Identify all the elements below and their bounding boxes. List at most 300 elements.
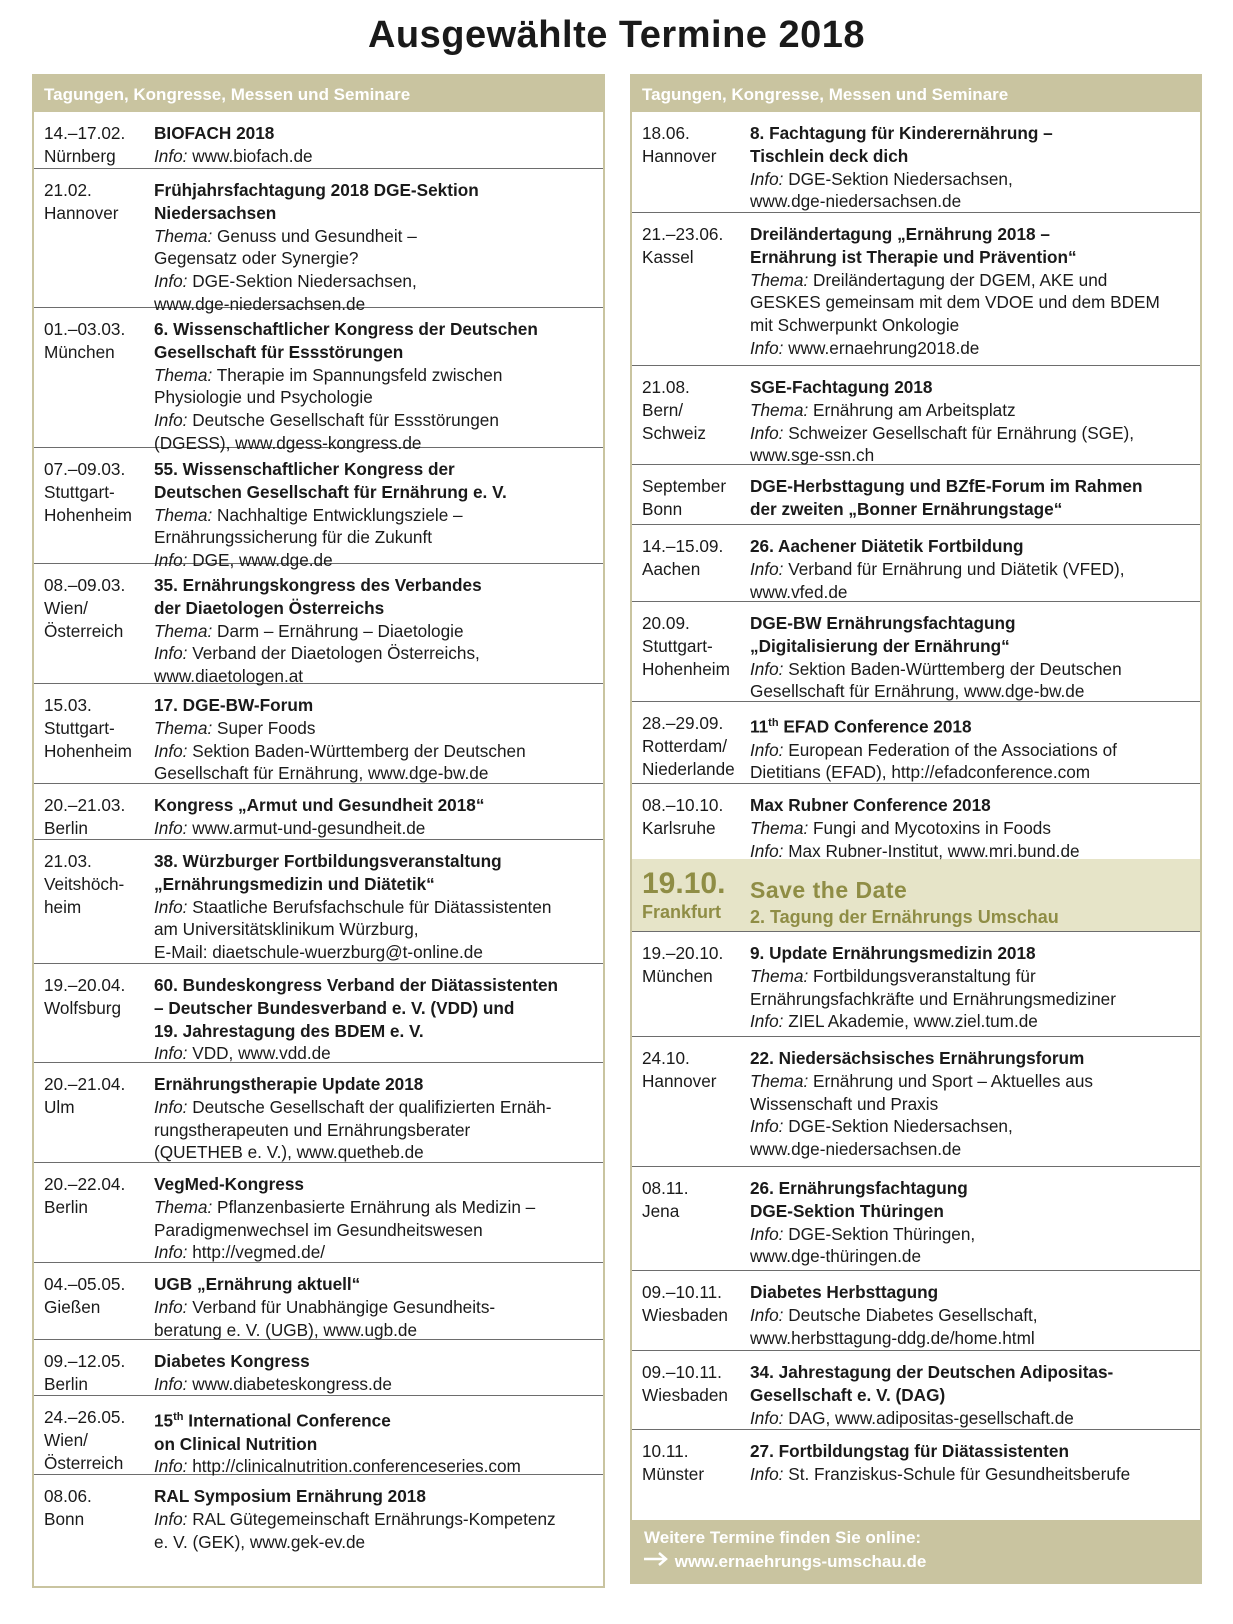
event-details (750, 465, 1200, 524)
event-location: Niederlande (642, 758, 735, 779)
event-details (154, 1063, 603, 1162)
event-location: Bern/ (642, 399, 684, 420)
event-entry (632, 1036, 1200, 1166)
event-details (154, 784, 603, 839)
event-text: www.dge-niedersachsen.de (154, 293, 366, 314)
event-text: www.dge-niedersachsen.de (750, 1139, 962, 1160)
event-title: UGB „Ernährung aktuell“ (154, 1274, 361, 1294)
event-entry (632, 1270, 1200, 1350)
event-entry (34, 168, 603, 314)
event-info: Info: Deutsche Gesellschaft für Essstörungen (154, 410, 499, 431)
event-details (750, 112, 1200, 212)
section-header: Tagungen, Kongresse, Messen und Seminare (34, 76, 603, 112)
event-date: 19.10. (642, 867, 726, 900)
page-title: Ausgewählte Termine 2018 (367, 14, 866, 56)
event-details (750, 784, 1200, 859)
event-location: Hohenheim (44, 504, 132, 525)
topic-label: Thema: (154, 504, 213, 525)
event-location: Aachen (642, 558, 701, 579)
info-label: Info: (154, 643, 188, 664)
event-date-location (632, 366, 750, 464)
event-details (750, 525, 1200, 601)
event-details (750, 602, 1200, 701)
topic-label: Thema: (750, 1070, 809, 1091)
event-date: 21.02. (44, 180, 92, 200)
event-details (154, 169, 603, 314)
event-title: VegMed-Kongress (154, 1174, 304, 1194)
event-details (750, 1271, 1200, 1350)
event-info: Info: RAL Gütegemeinschaft Ernährungs-Kompetenz (154, 1508, 556, 1529)
event-location: Veitshöch- (44, 873, 125, 894)
event-date-location (632, 1430, 750, 1489)
event-title: 6. Wissenschaftlicher Kongress der Deutschen (154, 319, 538, 339)
event-title: der Diaetologen Österreichs (154, 597, 385, 618)
event-title: Kongress „Armut und Gesundheit 2018“ (154, 795, 485, 815)
event-entry (632, 783, 1200, 859)
event-details (154, 308, 603, 453)
event-location: Stuttgart- (642, 635, 713, 656)
save-the-date-subtitle: 2. Tagung der Ernährungs Umschau (750, 907, 1059, 927)
event-date-location (34, 1263, 154, 1339)
info-label: Info: (750, 1223, 784, 1244)
event-entry (34, 1474, 603, 1554)
event-details (154, 1163, 603, 1262)
topic-label: Thema: (750, 965, 809, 986)
event-date-location (632, 932, 750, 1036)
event-date: 08.–10.10. (642, 795, 724, 815)
event-location: Frankfurt (642, 902, 722, 922)
event-date: 08.11. (642, 1178, 689, 1198)
event-date-location (34, 784, 154, 839)
footer-link[interactable]: www.ernaehrungs-umschau.de (674, 1552, 927, 1571)
event-date-location (34, 1063, 154, 1162)
event-entry (632, 701, 1200, 783)
event-info: Info: DGE-Sektion Niedersachsen, (154, 271, 417, 292)
event-date: 15.03. (44, 695, 92, 715)
event-info: Info: DAG, www.adipositas-gesellschaft.de (750, 1407, 1074, 1428)
event-title: 55. Wissenschaftlicher Kongress der (154, 459, 455, 479)
event-title: – Deutscher Bundesverband e. V. (VDD) und (154, 997, 515, 1018)
event-topic: Thema: Therapie im Spannungsfeld zwischen (154, 364, 503, 385)
event-location: Münster (642, 1463, 705, 1484)
event-text: am Universitätsklinikum Würzburg, (154, 919, 419, 940)
event-title: Diabetes Kongress (154, 1351, 310, 1371)
event-text: E-Mail: diaetschule-wuerzburg@t-online.de (154, 942, 483, 963)
event-date: 14.–17.02. (44, 123, 126, 143)
event-title: Max Rubner Conference 2018 (750, 795, 991, 815)
event-text: www.dge-thüringen.de (750, 1246, 922, 1267)
event-date: 04.–05.05. (44, 1274, 126, 1294)
event-topic: Thema: Fortbildungsveranstaltung für (750, 965, 1036, 986)
event-details (750, 1037, 1200, 1166)
event-text: Gesellschaft für Ernährung, www.dge-bw.de (750, 681, 1085, 702)
event-title: Gesellschaft e. V. (DAG) (750, 1384, 946, 1405)
event-info: Info: www.ernaehrung2018.de (750, 337, 980, 358)
info-label: Info: (750, 1304, 784, 1325)
event-info: Info: Sektion Baden-Württemberg der Deutschen (154, 740, 526, 761)
event-details (154, 1396, 603, 1477)
event-info: Info: www.armut-und-gesundheit.de (154, 817, 426, 838)
event-date: 19.–20.04. (44, 975, 126, 995)
info-label: Info: (154, 896, 188, 917)
event-location: Hohenheim (642, 658, 730, 679)
event-info: Info: http://clinicalnutrition.conferenceseries.com (154, 1456, 521, 1477)
arrow-right-icon (644, 1552, 670, 1566)
event-details (750, 1430, 1200, 1489)
info-label: Info: (154, 145, 188, 166)
event-entry (34, 1395, 603, 1477)
info-label: Info: (750, 168, 784, 189)
event-title: on Clinical Nutrition (154, 1433, 318, 1454)
event-date: 20.–22.04. (44, 1174, 126, 1194)
event-date-location (632, 1167, 750, 1270)
event-location: Berlin (44, 817, 88, 838)
event-title: 15th International Conference (154, 1410, 391, 1431)
event-title: Niedersachsen (154, 202, 277, 223)
event-text: www.dge-niedersachsen.de (750, 191, 962, 212)
info-label: Info: (154, 271, 188, 292)
event-title: DGE-BW Ernährungsfachtagung (750, 613, 1016, 633)
event-entry (632, 931, 1200, 1036)
event-topic: Thema: Fungi and Mycotoxins in Foods (750, 817, 1051, 838)
event-location: Nürnberg (44, 145, 116, 166)
event-location: heim (44, 896, 82, 917)
event-info: Info: DGE-Sektion Niedersachsen, (750, 1116, 1013, 1137)
event-topic: Thema: Ernährung am Arbeitsplatz (750, 399, 1016, 420)
event-info: Info: Sektion Baden-Württemberg der Deutschen (750, 658, 1122, 679)
event-text: Gegensatz oder Synergie? (154, 248, 359, 269)
event-info: Info: DGE-Sektion Niedersachsen, (750, 168, 1013, 189)
event-title: 38. Würzburger Fortbildungsveranstaltung (154, 851, 502, 871)
event-location: Stuttgart- (44, 481, 115, 502)
event-date-location (34, 112, 154, 168)
save-the-date-banner (632, 859, 1200, 931)
event-date-location (34, 840, 154, 963)
event-entry (632, 112, 1200, 212)
event-date-location (632, 602, 750, 701)
event-title: Ernährungstherapie Update 2018 (154, 1074, 424, 1094)
event-location: Wiesbaden (642, 1384, 728, 1405)
event-date-location (632, 1037, 750, 1166)
event-date: 28.–29.09. (642, 713, 724, 733)
event-details (154, 684, 603, 783)
event-date: 21.08. (642, 377, 690, 397)
event-details (750, 932, 1200, 1036)
event-text: beratung e. V. (UGB), www.ugb.de (154, 1319, 418, 1340)
info-label: Info: (750, 558, 784, 579)
event-location: Hohenheim (44, 740, 132, 761)
event-list (632, 112, 1200, 1489)
event-date: 20.09. (642, 613, 690, 633)
event-location: Ulm (44, 1096, 75, 1117)
event-text: GESKES gemeinsam mit dem VDOE und dem BDEM (750, 292, 1160, 313)
topic-label: Thema: (750, 269, 809, 290)
event-details (750, 1351, 1200, 1429)
event-location: Bonn (44, 1508, 85, 1529)
event-date-location (34, 169, 154, 307)
event-info: Info: Max Rubner-Institut, www.mri.bund.de (750, 840, 1080, 861)
event-date: September (642, 476, 727, 496)
event-details (154, 1475, 603, 1554)
info-label: Info: (750, 658, 784, 679)
event-info: Info: Staatliche Berufsfachschule für Diätassistenten (154, 896, 552, 917)
event-title: 9. Update Ernährungsmedizin 2018 (750, 943, 1036, 963)
event-date: 07.–09.03. (44, 459, 126, 479)
event-title: Diabetes Herbsttagung (750, 1282, 939, 1302)
event-date: 21.03. (44, 851, 92, 871)
event-location: Hannover (44, 202, 119, 223)
event-info: Info: VDD, www.vdd.de (154, 1043, 331, 1064)
left-column (32, 74, 605, 1588)
event-details (154, 112, 603, 168)
save-the-date-title: Save the Date (750, 877, 908, 903)
event-entry (34, 839, 603, 963)
event-details (154, 564, 603, 687)
event-entry (34, 683, 603, 783)
event-location: Wiesbaden (642, 1304, 728, 1325)
event-location: Schweiz (642, 422, 706, 443)
event-location: Gießen (44, 1296, 101, 1317)
event-text: rungstherapeuten und Ernährungsberater (154, 1119, 471, 1140)
event-date-location (632, 525, 750, 601)
event-location: Stuttgart- (44, 717, 115, 738)
info-label: Info: (750, 1116, 784, 1137)
event-entry (34, 447, 603, 571)
topic-label: Thema: (750, 817, 809, 838)
event-entry (34, 1162, 603, 1262)
event-details (154, 840, 603, 963)
event-text: (DGESS), www.dgess-kongress.de (154, 432, 422, 453)
event-details (750, 702, 1200, 783)
info-label: Info: (750, 840, 784, 861)
event-title: der zweiten „Bonner Ernährungstage“ (750, 498, 1063, 519)
event-topic: Thema: Dreiländertagung der DGEM, AKE und (750, 269, 1108, 290)
event-entry (632, 365, 1200, 464)
event-location: Kassel (642, 246, 694, 267)
event-title: Dreiländertagung „Ernährung 2018 – (750, 224, 1050, 244)
event-date: 09.–12.05. (44, 1351, 126, 1371)
event-details (154, 1340, 603, 1395)
event-info: Info: Deutsche Gesellschaft der qualifizierten Ernäh- (154, 1096, 552, 1117)
event-entry (632, 212, 1200, 365)
event-text: Ernährungsfachkräfte und Ernährungsmediziner (750, 988, 1116, 1009)
event-title: 35. Ernährungskongress des Verbandes (154, 575, 482, 595)
event-date: 18.06. (642, 123, 690, 143)
event-date-location (632, 702, 750, 783)
event-date-location (632, 1351, 750, 1429)
event-date-location (34, 308, 154, 447)
event-text: Gesellschaft für Ernährung, www.dge-bw.de (154, 763, 489, 784)
footer-text: Weitere Termine finden Sie online: (644, 1528, 922, 1547)
event-text: mit Schwerpunkt Onkologie (750, 315, 960, 336)
event-location: Hannover (642, 1070, 717, 1091)
event-location: Jena (642, 1200, 680, 1221)
event-text: www.sge-ssn.ch (750, 445, 875, 466)
event-topic: Thema: Genuss und Gesundheit – (154, 225, 417, 246)
event-date: 08.–09.03. (44, 575, 126, 595)
event-title: 26. Aachener Diätetik Fortbildung (750, 536, 1024, 556)
event-location: Berlin (44, 1373, 88, 1394)
event-entry (34, 1262, 603, 1339)
event-title: 34. Jahrestagung der Deutschen Adipositas- (750, 1362, 1114, 1382)
event-text: Physiologie und Psychologie (154, 387, 373, 408)
event-details (750, 1167, 1200, 1270)
event-title: DGE-Sektion Thüringen (750, 1200, 944, 1221)
event-date-location (34, 1163, 154, 1262)
event-topic: Thema: Pflanzenbasierte Ernährung als Medizin – (154, 1196, 536, 1217)
event-date-location (34, 564, 154, 683)
event-entry (632, 464, 1200, 524)
event-info: Info: Verband für Ernährung und Diätetik (VFED), (750, 558, 1125, 579)
event-date: 20.–21.03. (44, 795, 126, 815)
event-date-location (34, 1475, 154, 1554)
event-location: Bonn (642, 498, 683, 519)
event-info: Info: www.diabeteskongress.de (154, 1373, 392, 1394)
event-text: Wissenschaft und Praxis (750, 1093, 939, 1114)
event-entry (632, 1429, 1200, 1489)
event-title: Deutschen Gesellschaft für Ernährung e. V. (154, 481, 507, 502)
event-topic: Thema: Ernährung und Sport – Aktuelles aus (750, 1070, 1094, 1091)
event-title: Frühjahrsfachtagung 2018 DGE-Sektion (154, 180, 479, 200)
topic-label: Thema: (154, 620, 213, 641)
event-date: 21.–23.06. (642, 224, 724, 244)
event-title: 17. DGE-BW-Forum (154, 695, 314, 715)
event-location: Berlin (44, 1196, 88, 1217)
right-column (630, 74, 1202, 1584)
event-info: Info: Verband der Diaetologen Österreichs, (154, 643, 480, 664)
info-label: Info: (154, 817, 188, 838)
event-details (750, 859, 1200, 931)
event-info: Info: European Federation of the Associations of (750, 739, 1117, 760)
topic-label: Thema: (154, 364, 213, 385)
event-title: RAL Symposium Ernährung 2018 (154, 1486, 426, 1506)
event-location: Rotterdam/ (642, 735, 728, 756)
section-header: Tagungen, Kongresse, Messen und Seminare (632, 76, 1200, 112)
event-entry (34, 1062, 603, 1162)
event-info: Info: Verband für Unabhängige Gesundheits- (154, 1296, 496, 1317)
event-details (154, 1263, 603, 1339)
event-details (750, 366, 1200, 464)
topic-label: Thema: (154, 717, 213, 738)
info-label: Info: (154, 1096, 188, 1117)
event-topic: Thema: Darm – Ernährung – Diaetologie (154, 620, 464, 641)
event-entry (632, 1350, 1200, 1429)
event-date: 14.–15.09. (642, 536, 724, 556)
event-topic: Thema: Nachhaltige Entwicklungsziele – (154, 504, 463, 525)
event-info: Info: St. Franziskus-Schule für Gesundheitsberufe (750, 1463, 1131, 1484)
event-title: „Ernährungsmedizin und Diätetik“ (154, 873, 435, 894)
event-date-location (632, 465, 750, 524)
info-label: Info: (154, 1242, 188, 1263)
event-location: Wien/ (44, 597, 88, 618)
event-title: 11th EFAD Conference 2018 (750, 716, 972, 737)
info-label: Info: (750, 337, 784, 358)
event-title: Ernährung ist Therapie und Prävention“ (750, 246, 1077, 267)
event-location: Hannover (642, 145, 717, 166)
event-date-location (632, 859, 750, 931)
info-label: Info: (154, 410, 188, 431)
event-title: 27. Fortbildungstag für Diätassistenten (750, 1441, 1069, 1461)
event-info: Info: Deutsche Diabetes Gesellschaft, (750, 1304, 1038, 1325)
info-label: Info: (750, 1463, 784, 1484)
info-label: Info: (154, 1456, 188, 1477)
event-info: Info: http://vegmed.de/ (154, 1242, 326, 1263)
event-date-location (34, 684, 154, 783)
event-title: Gesellschaft für Essstörungen (154, 341, 404, 362)
event-date: 20.–21.04. (44, 1074, 126, 1094)
info-label: Info: (154, 550, 188, 571)
event-entry (632, 601, 1200, 701)
event-entry (34, 783, 603, 839)
event-entry (34, 963, 603, 1062)
event-location: München (642, 965, 713, 986)
event-entry (632, 524, 1200, 601)
event-date: 19.–20.10. (642, 943, 724, 963)
event-date-location (34, 448, 154, 563)
event-text: Dietitians (EFAD), http://efadconference.com (750, 762, 1091, 783)
event-date: 10.11. (642, 1441, 689, 1461)
event-title: 8. Fachtagung für Kinderernährung – (750, 123, 1053, 143)
info-label: Info: (154, 1373, 188, 1394)
info-label: Info: (154, 1043, 188, 1064)
event-entry (34, 1339, 603, 1395)
event-location: Österreich (44, 620, 124, 641)
event-entry (34, 563, 603, 687)
event-info: Info: Schweizer Gesellschaft für Ernährung (SGE), (750, 422, 1135, 443)
event-date: 09.–10.11. (642, 1282, 722, 1302)
event-topic: Thema: Super Foods (154, 717, 316, 738)
info-label: Info: (154, 1508, 188, 1529)
footer-more-dates (632, 1520, 1200, 1582)
event-location: Karlsruhe (642, 817, 716, 838)
info-label: Info: (750, 1407, 784, 1428)
event-info: Info: DGE, www.dge.de (154, 550, 333, 571)
event-date-location (632, 1271, 750, 1350)
event-date-location (34, 1396, 154, 1474)
info-label: Info: (750, 422, 784, 443)
event-info: Info: ZIEL Akademie, www.ziel.tum.de (750, 1011, 1038, 1032)
event-title: 26. Ernährungsfachtagung (750, 1178, 968, 1198)
event-date-location (632, 112, 750, 212)
event-text: e. V. (GEK), www.gek-ev.de (154, 1531, 366, 1552)
event-date: 01.–03.03. (44, 319, 126, 339)
event-title: SGE-Fachtagung 2018 (750, 377, 933, 397)
event-text: Paradigmenwechsel im Gesundheitswesen (154, 1219, 483, 1240)
event-title: „Digitalisierung der Ernährung“ (750, 635, 1010, 656)
event-date: 08.06. (44, 1486, 92, 1506)
event-details (154, 448, 603, 571)
event-date-location (34, 1340, 154, 1395)
event-text: Ernährungssicherung für die Zukunft (154, 527, 433, 548)
event-date: 09.–10.11. (642, 1362, 722, 1382)
topic-label: Thema: (750, 399, 809, 420)
topic-label: Thema: (154, 1196, 213, 1217)
info-label: Info: (154, 1296, 188, 1317)
event-title: 19. Jahrestagung des BDEM e. V. (154, 1020, 424, 1041)
info-label: Info: (154, 740, 188, 761)
event-location: Österreich (44, 1452, 124, 1473)
event-entry (34, 112, 603, 168)
event-location: Wolfsburg (44, 997, 122, 1018)
event-text: www.vfed.de (750, 581, 848, 602)
event-date-location (632, 213, 750, 365)
event-text: (QUETHEB e. V.), www.quetheb.de (154, 1142, 424, 1163)
event-date: 24.10. (642, 1048, 690, 1068)
info-label: Info: (750, 739, 784, 760)
event-date: 24.–26.05. (44, 1407, 126, 1427)
event-details (750, 213, 1200, 365)
event-entry (34, 307, 603, 453)
